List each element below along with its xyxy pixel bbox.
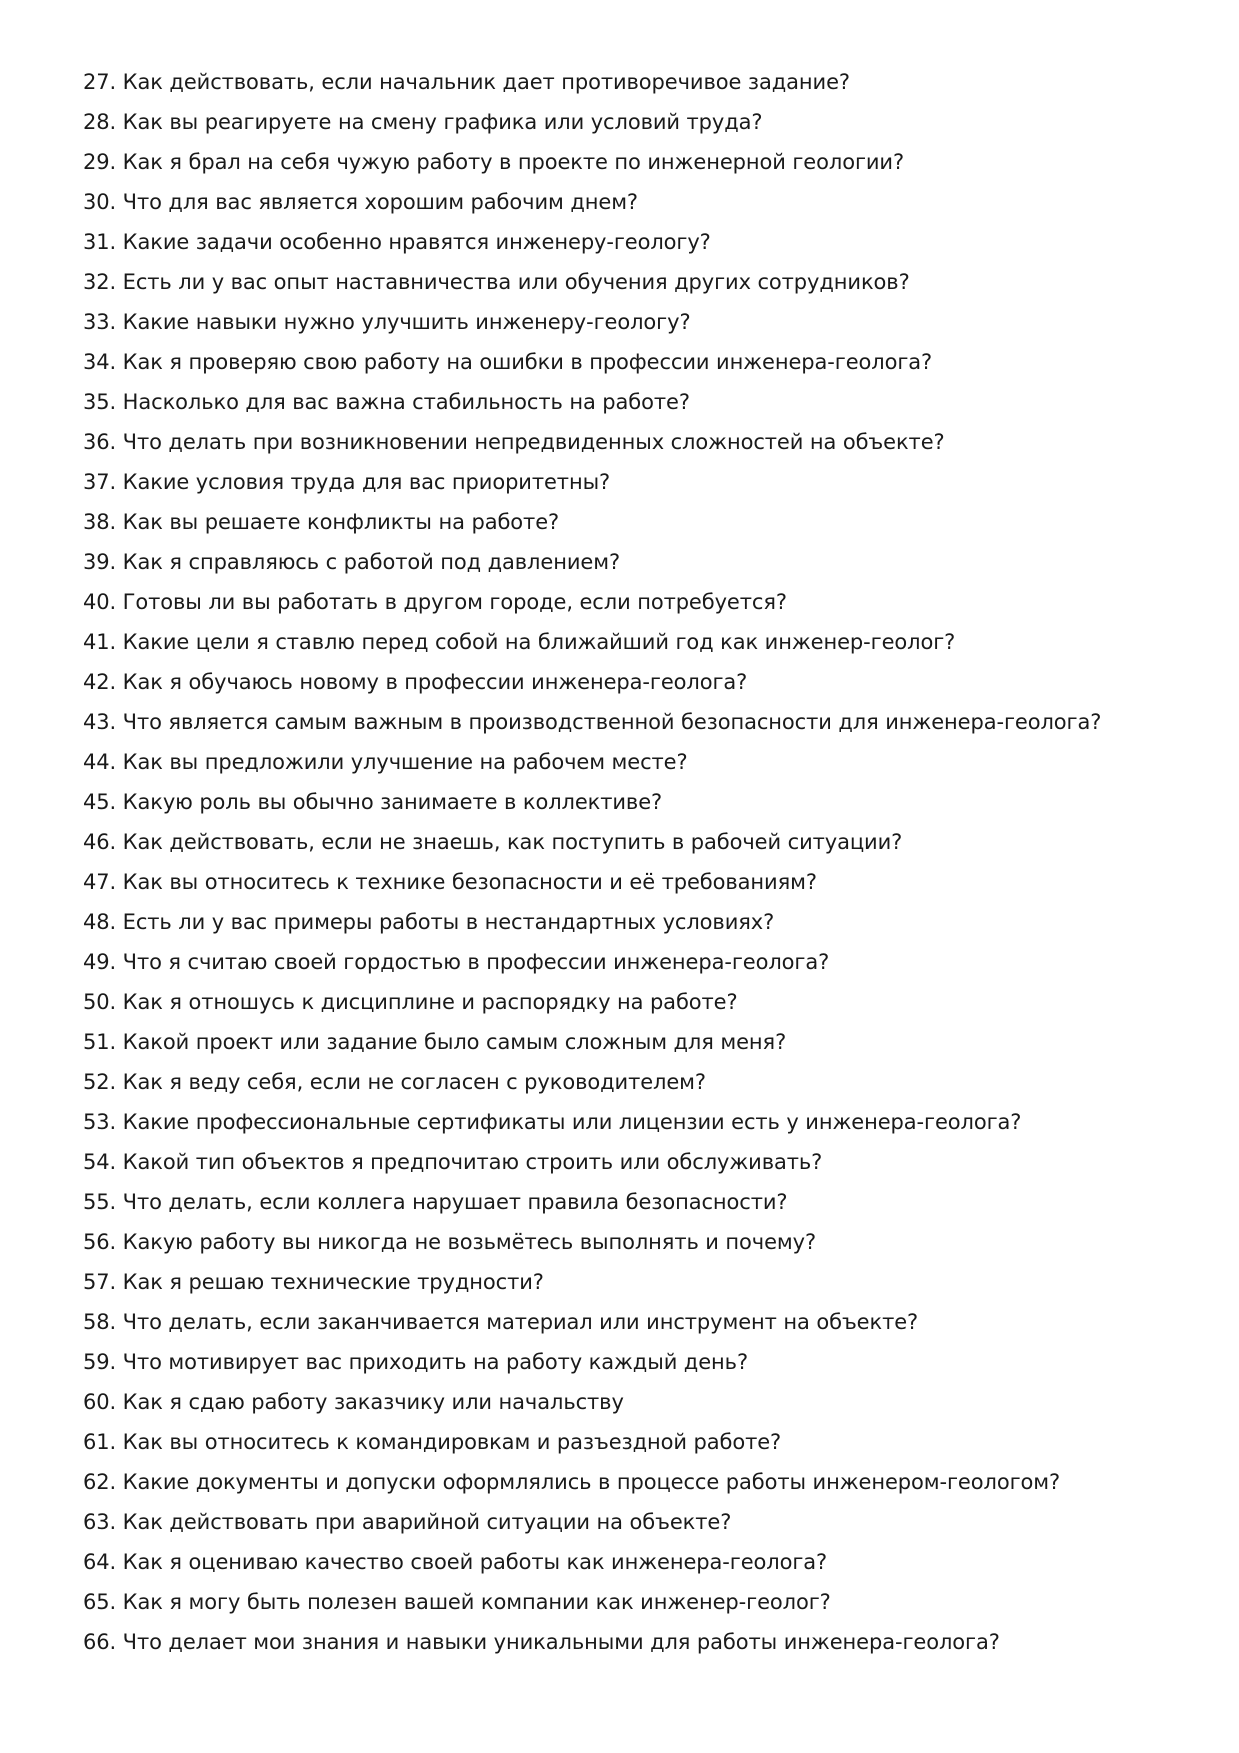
question-39: 39. Как я справляюсь с работой под давлением? (83, 550, 620, 574)
question-37: 37. Какие условия труда для вас приоритетны? (83, 470, 611, 494)
question-29: 29. Как я брал на себя чужую работу в проекте по инженерной геологии? (83, 150, 905, 174)
question-49: 49. Что я считаю своей гордостью в профессии инженера-геолога? (83, 950, 830, 974)
question-38: 38. Как вы решаете конфликты на работе? (83, 510, 560, 534)
question-61: 61. Как вы относитесь к командировкам и разъездной работе? (83, 1430, 782, 1454)
question-41: 41. Какие цели я ставлю перед собой на ближайший год как инженер-геолог? (83, 630, 956, 654)
question-64: 64. Как я оцениваю качество своей работы как инженера-геолога? (83, 1550, 828, 1574)
question-51: 51. Какой проект или задание было самым сложным для меня? (83, 1030, 787, 1054)
question-46: 46. Как действовать, если не знаешь, как поступить в рабочей ситуации? (83, 830, 903, 854)
question-47: 47. Как вы относитесь к технике безопасности и её требованиям? (83, 870, 817, 894)
question-53: 53. Какие профессиональные сертификаты или лицензии есть у инженера-геолога? (83, 1110, 1022, 1134)
question-58: 58. Что делать, если заканчивается материал или инструмент на объекте? (83, 1310, 919, 1334)
question-65: 65. Как я могу быть полезен вашей компании как инженер-геолог? (83, 1590, 831, 1614)
question-63: 63. Как действовать при аварийной ситуации на объекте? (83, 1510, 732, 1534)
question-32: 32. Есть ли у вас опыт наставничества или обучения других сотрудников? (83, 270, 910, 294)
question-34: 34. Как я проверяю свою работу на ошибки в профессии инженера-геолога? (83, 350, 933, 374)
question-30: 30. Что для вас является хорошим рабочим днем? (83, 190, 638, 214)
question-48: 48. Есть ли у вас примеры работы в нестандартных условиях? (83, 910, 775, 934)
question-54: 54. Какой тип объектов я предпочитаю строить или обслуживать? (83, 1150, 823, 1174)
question-55: 55. Что делать, если коллега нарушает правила безопасности? (83, 1190, 788, 1214)
question-28: 28. Как вы реагируете на смену графика или условий труда? (83, 110, 763, 134)
question-list (83, 62, 1203, 1662)
question-45: 45. Какую роль вы обычно занимаете в коллективе? (83, 790, 663, 814)
question-43: 43. Что является самым важным в производственной безопасности для инженера-геолога? (83, 710, 1102, 734)
question-57: 57. Как я решаю технические трудности? (83, 1270, 544, 1294)
question-66: 66. Что делает мои знания и навыки уникальными для работы инженера-геолога? (83, 1630, 1000, 1654)
question-60: 60. Как я сдаю работу заказчику или начальству (83, 1390, 624, 1414)
question-35: 35. Насколько для вас важна стабильность на работе? (83, 390, 690, 414)
question-27: 27. Как действовать, если начальник дает противоречивое задание? (83, 70, 850, 94)
question-50: 50. Как я отношусь к дисциплине и распорядку на работе? (83, 990, 738, 1014)
question-31: 31. Какие задачи особенно нравятся инженеру-геологу? (83, 230, 711, 254)
question-56: 56. Какую работу вы никогда не возьмётесь выполнять и почему? (83, 1230, 817, 1254)
question-62: 62. Какие документы и допуски оформлялись в процессе работы инженером-геологом? (83, 1470, 1061, 1494)
question-59: 59. Что мотивирует вас приходить на работу каждый день? (83, 1350, 749, 1374)
question-44: 44. Как вы предложили улучшение на рабочем месте? (83, 750, 688, 774)
question-52: 52. Как я веду себя, если не согласен с руководителем? (83, 1070, 706, 1094)
question-42: 42. Как я обучаюсь новому в профессии инженера-геолога? (83, 670, 748, 694)
question-40: 40. Готовы ли вы работать в другом городе, если потребуется? (83, 590, 787, 614)
question-33: 33. Какие навыки нужно улучшить инженеру-геологу? (83, 310, 691, 334)
question-36: 36. Что делать при возникновении непредвиденных сложностей на объекте? (83, 430, 945, 454)
